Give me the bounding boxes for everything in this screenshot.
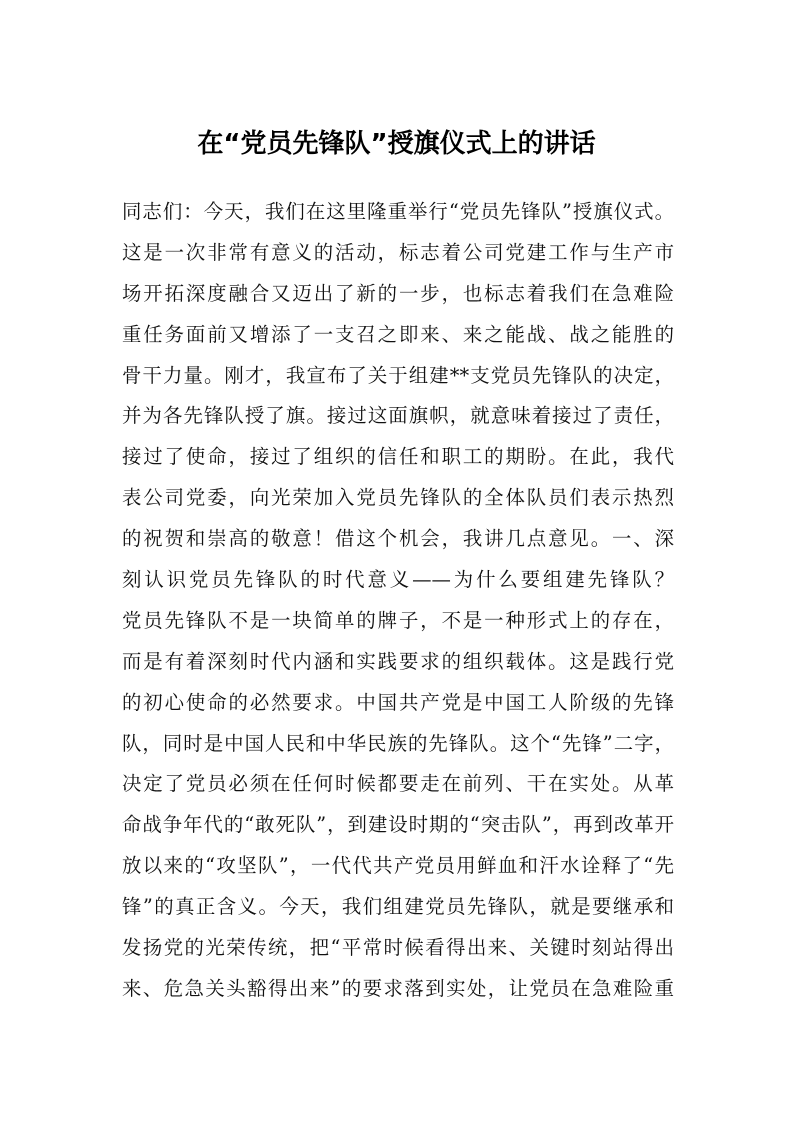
body-line: 放以来的“攻坚队”，一代代共产党员用鲜血和汗水诠释了“先 xyxy=(122,854,674,878)
body-line: 场开拓深度融合又迈出了新的一步，也标志着我们在急难险 xyxy=(122,281,674,305)
body-line: 队，同时是中国人民和中华民族的先锋队。这个“先锋”二字， xyxy=(122,731,674,755)
body-line: 决定了党员必须在任何时候都要走在前列、干在实处。从革 xyxy=(122,772,674,796)
body-line: 骨干力量。刚才，我宣布了关于组建**支党员先锋队的决定， xyxy=(122,363,674,387)
body-line: 刻认识党员先锋队的时代意义——为什么要组建先锋队？ xyxy=(122,568,674,592)
document-title: 在“党员先锋队”授旗仪式上的讲话 xyxy=(197,129,596,159)
body-line: 表公司党委，向光荣加入党员先锋队的全体队员们表示热烈 xyxy=(122,486,674,510)
body-line: 党员先锋队不是一块简单的牌子，不是一种形式上的存在， xyxy=(122,608,674,632)
body-line: 来、危急关头豁得出来”的要求落到实处，让党员在急难险重 xyxy=(122,976,674,1000)
body-line: 的初心使命的必然要求。中国共产党是中国工人阶级的先锋 xyxy=(122,690,674,714)
body-line: 的祝贺和崇高的敬意！借这个机会，我讲几点意见。一、深 xyxy=(122,527,674,551)
body-line: 锋”的真正含义。今天，我们组建党员先锋队，就是要继承和 xyxy=(122,895,674,919)
body-line: 接过了使命，接过了组织的信任和职工的期盼。在此，我代 xyxy=(122,445,674,469)
body-line: 并为各先锋队授了旗。接过这面旗帜，就意味着接过了责任， xyxy=(122,404,674,428)
body-line: 发扬党的光荣传统，把“平常时候看得出来、关键时刻站得出 xyxy=(122,936,674,960)
body-line: 这是一次非常有意义的活动，标志着公司党建工作与生产市 xyxy=(122,240,674,264)
body-line: 重任务面前又增添了一支召之即来、来之能战、战之能胜的 xyxy=(122,322,674,346)
body-line: 而是有着深刻时代内涵和实践要求的组织载体。这是践行党 xyxy=(122,649,674,673)
speech-body xyxy=(122,192,674,1010)
body-line: 同志们：今天，我们在这里隆重举行“党员先锋队”授旗仪式。 xyxy=(122,200,674,223)
body-line: 命战争年代的“敢死队”，到建设时期的“突击队”，再到改革开 xyxy=(122,813,674,837)
